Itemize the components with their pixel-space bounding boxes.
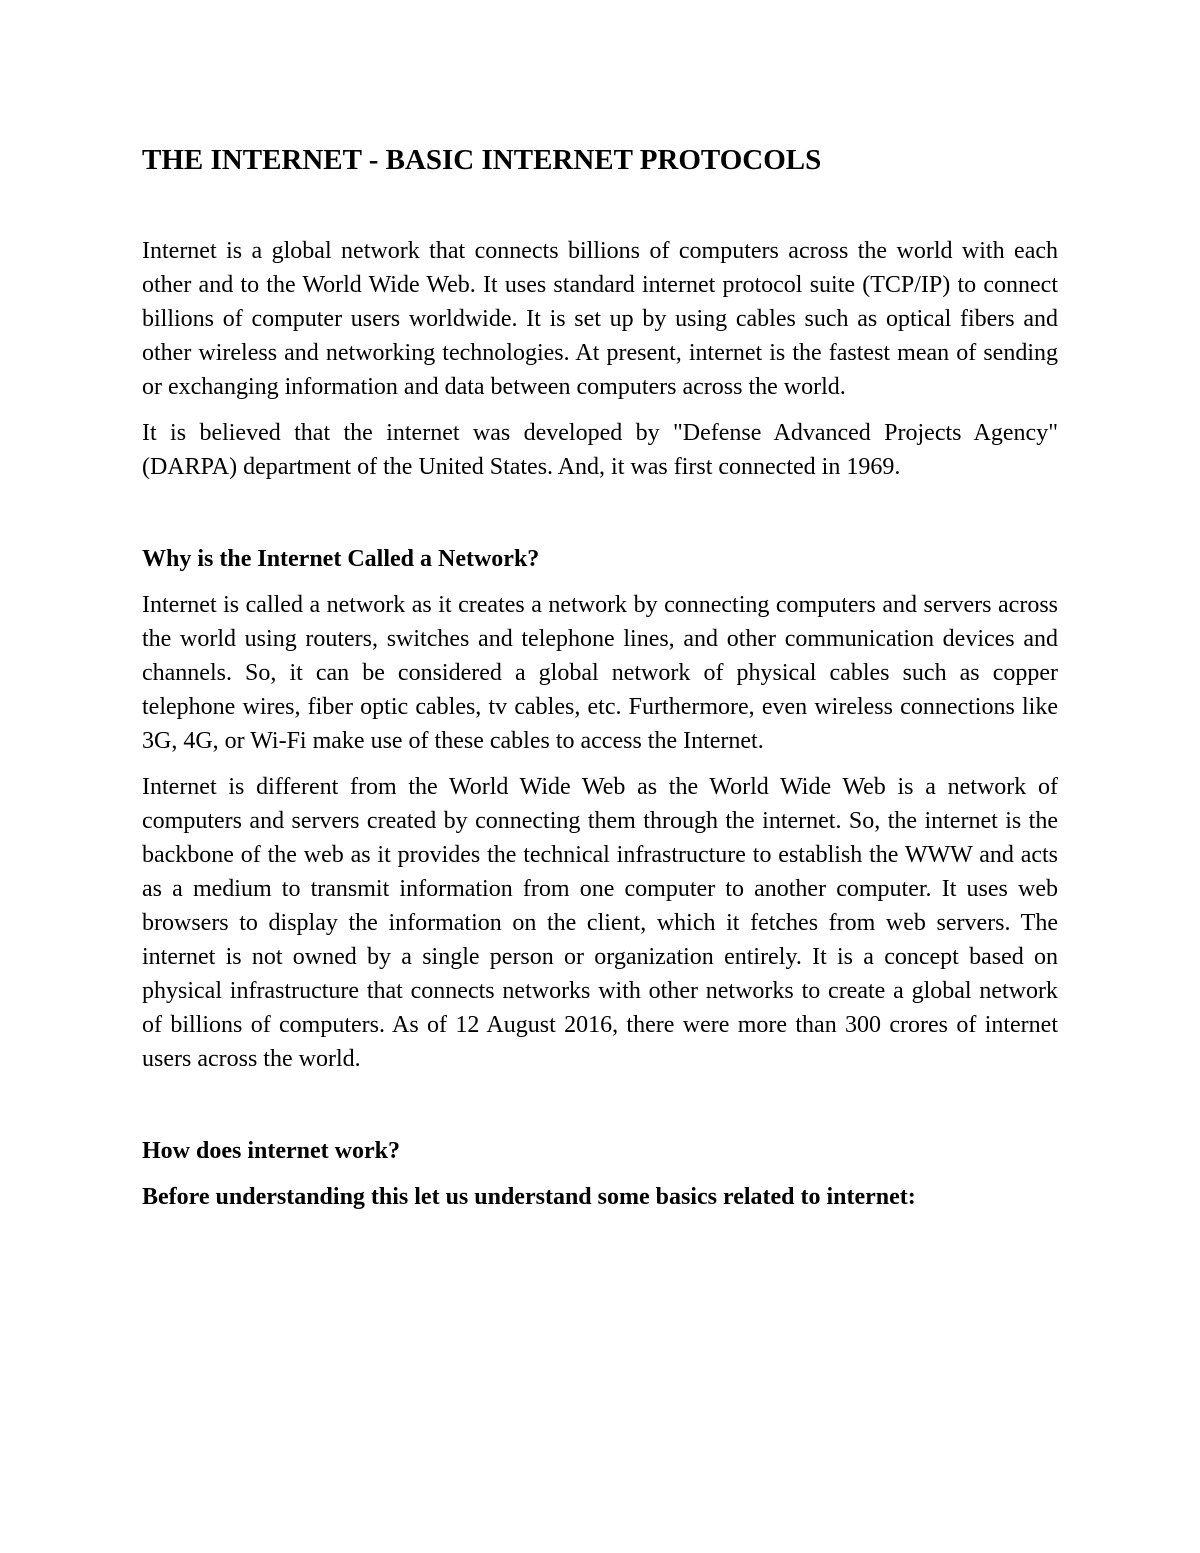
section-spacer bbox=[142, 1088, 1058, 1134]
intro-paragraph-2: It is believed that the internet was developed by "Defense Advanced Projects Agency" (DARPA) department of the United States. And, it was first connected in 1969. bbox=[142, 420, 1058, 480]
network-paragraph-2: Internet is different from the World Wide Web as the World Wide Web is a network of computers and servers created by connecting them through the internet. So, the internet is the backbone of the web as it provides the technical infrastructure to establish the WWW and acts as a medium to transmit information from one computer to another computer. It uses web browsers to display the information on the client, which it fetches from web servers. The internet is not owned by a single person or organization entirely. It is a concept based on physical infrastructure that connects networks with other networks to create a global network of billions of computers. As of 12 August 2016, there were more than 300 crores of internet users across the world. bbox=[142, 774, 1058, 1072]
intro-paragraph-1: Internet is a global network that connects billions of computers across the world with each other and to the World Wide Web. It uses standard internet protocol suite (TCP/IP) to connect billions of computer users worldwide. It is set up by using cables such as optical fibers and other wireless and networking technologies. At present, internet is the fastest mean of sending or exchanging information and data between computers across the world. bbox=[142, 238, 1058, 400]
document-title: THE INTERNET - BASIC INTERNET PROTOCOLS bbox=[142, 144, 822, 176]
section-spacer bbox=[142, 496, 1058, 542]
network-paragraph-1: Internet is called a network as it creates a network by connecting computers and servers across the world using routers, switches and telephone lines, and other communication devices and channels. So, it can be considered a global network of physical cables such as copper telephone wires, fiber optic cables, tv cables, etc. Furthermore, even wireless connections like 3G, 4G, or Wi-Fi make use of these cables to access the Internet. bbox=[142, 592, 1058, 754]
section-heading-how-it-works: How does internet work? bbox=[142, 1138, 400, 1164]
document-content bbox=[142, 140, 1058, 1214]
section-subheading-basics: Before understanding this let us understand some basics related to internet: bbox=[142, 1184, 916, 1210]
section-heading-network: Why is the Internet Called a Network? bbox=[142, 546, 540, 572]
